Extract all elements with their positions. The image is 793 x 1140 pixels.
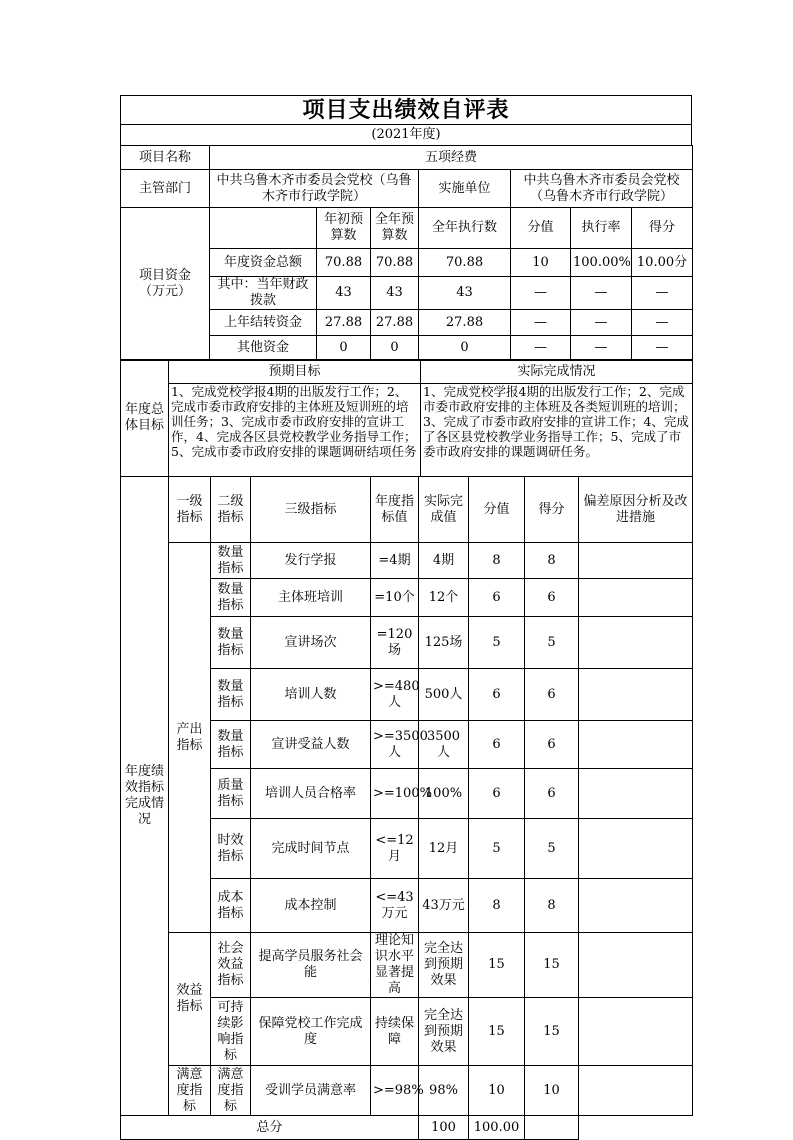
indicator-actual: 43万元 bbox=[419, 879, 469, 933]
indicator-score-max: 15 bbox=[469, 998, 525, 1066]
output-indicator-label: 产出指标 bbox=[169, 543, 211, 933]
indicator-note bbox=[579, 1066, 693, 1116]
indicator-l3: 成本控制 bbox=[251, 879, 371, 933]
funds-cell: 70.88 bbox=[317, 249, 371, 277]
actual-goal-text: 1、完成党校学报4期的出版发行工作；2、完成市委市政府安排的主体班及各类短训班的培训；3、完成了市委市政府安排的宣讲工作；4、完成了各区县党校教学业务指导工作；5、完成了市委市政府安排的课题调研任务。 bbox=[423, 384, 689, 459]
indicator-header: 年度指标值 bbox=[371, 477, 419, 543]
project-name-label: 项目名称 bbox=[121, 146, 210, 170]
funds-header: 得分 bbox=[632, 208, 693, 249]
year-label: (2021年度) bbox=[371, 127, 441, 142]
indicator-note bbox=[579, 721, 693, 769]
indicators-table bbox=[120, 476, 693, 1140]
impl-label: 实施单位 bbox=[419, 170, 511, 208]
indicator-l2: 数量指标 bbox=[211, 543, 251, 579]
total-max: 100 bbox=[419, 1116, 469, 1140]
indicator-l2: 数量指标 bbox=[211, 617, 251, 669]
total-label: 总分 bbox=[121, 1116, 419, 1140]
indicator-l3: 发行学报 bbox=[251, 543, 371, 579]
indicator-score: 8 bbox=[525, 879, 579, 933]
indicator-l2: 数量指标 bbox=[211, 669, 251, 721]
indicator-score: 6 bbox=[525, 579, 579, 617]
funds-row-name: 其中：当年财政拨款 bbox=[210, 277, 317, 310]
indicator-target: >=100% bbox=[371, 769, 419, 819]
funds-cell: — bbox=[571, 310, 632, 336]
funds-header: 分值 bbox=[511, 208, 571, 249]
indicator-score: 6 bbox=[525, 721, 579, 769]
indicator-note bbox=[579, 543, 693, 579]
indicator-score-max: 5 bbox=[469, 819, 525, 879]
indicator-target: 持续保障 bbox=[371, 998, 419, 1066]
funds-row-name: 年度资金总额 bbox=[210, 249, 317, 277]
goals-table bbox=[120, 359, 693, 477]
funds-cell: 70.88 bbox=[419, 249, 511, 277]
funds-cell: 27.88 bbox=[371, 310, 419, 336]
indicator-score-max: 8 bbox=[469, 543, 525, 579]
indicator-actual: 100% bbox=[419, 769, 469, 819]
funds-cell: 100.00% bbox=[571, 249, 632, 277]
indicator-actual: 完全达到预期效果 bbox=[419, 998, 469, 1066]
indicator-actual: 12月 bbox=[419, 819, 469, 879]
impl-value: 中共乌鲁木齐市委员会党校（乌鲁木齐市行政学院） bbox=[511, 170, 693, 208]
indicator-l3: 完成时间节点 bbox=[251, 819, 371, 879]
indicator-actual: 完全达到预期效果 bbox=[419, 933, 469, 998]
indicator-score-max: 6 bbox=[469, 579, 525, 617]
actual-goal-cell bbox=[421, 384, 693, 477]
indicator-score-max: 6 bbox=[469, 769, 525, 819]
indicator-score-max: 15 bbox=[469, 933, 525, 998]
funds-cell: 0 bbox=[317, 336, 371, 361]
frame-mid-line bbox=[120, 124, 692, 125]
indicator-target: <=43万元 bbox=[371, 879, 419, 933]
indicator-header: 得分 bbox=[525, 477, 579, 543]
indicator-l2: 质量指标 bbox=[211, 769, 251, 819]
dept-label: 主管部门 bbox=[121, 170, 210, 208]
indicator-note bbox=[579, 998, 693, 1066]
indicator-l2: 数量指标 bbox=[211, 721, 251, 769]
indicator-l3: 培训人员合格率 bbox=[251, 769, 371, 819]
funds-table bbox=[120, 145, 693, 361]
funds-cell: 10.00分 bbox=[632, 249, 693, 277]
total-row bbox=[121, 1116, 693, 1140]
indicator-score-max: 5 bbox=[469, 617, 525, 669]
indicator-score: 15 bbox=[525, 933, 579, 998]
funds-cell: 43 bbox=[317, 277, 371, 310]
funds-cell: — bbox=[511, 310, 571, 336]
page-title: 项目支出绩效自评表 bbox=[302, 97, 510, 123]
indicator-target: =10个 bbox=[371, 579, 419, 617]
expected-goal-cell bbox=[169, 384, 421, 477]
indicator-header: 实际完成值 bbox=[419, 477, 469, 543]
funds-cell: 27.88 bbox=[317, 310, 371, 336]
indicator-target: <=12月 bbox=[371, 819, 419, 879]
funds-cell: 43 bbox=[419, 277, 511, 310]
indicator-actual: 98% bbox=[419, 1066, 469, 1116]
project-name-value: 五项经费 bbox=[210, 146, 693, 170]
funds-cell: 27.88 bbox=[419, 310, 511, 336]
funds-corner bbox=[210, 208, 317, 249]
satisfaction-indicator-label: 满意度指标 bbox=[169, 1066, 211, 1116]
indicator-actual: 3500人 bbox=[419, 721, 469, 769]
indicator-note bbox=[579, 933, 693, 998]
goals-section-label: 年度总体目标 bbox=[121, 360, 169, 477]
funds-cell: 43 bbox=[371, 277, 419, 310]
indicator-l2: 数量指标 bbox=[211, 579, 251, 617]
indicator-l3: 受训学员满意率 bbox=[251, 1066, 371, 1116]
total-note bbox=[525, 1116, 579, 1140]
indicator-l3: 提高学员服务社会能 bbox=[251, 933, 371, 998]
indicator-score-max: 6 bbox=[469, 721, 525, 769]
indicator-target: 理论知识水平显著提高 bbox=[371, 933, 419, 998]
funds-cell: 0 bbox=[371, 336, 419, 361]
indicator-l3: 培训人数 bbox=[251, 669, 371, 721]
total-score: 100.00 bbox=[469, 1116, 525, 1140]
indicator-note bbox=[579, 879, 693, 933]
indicator-actual: 125场 bbox=[419, 617, 469, 669]
indicator-actual: 500人 bbox=[419, 669, 469, 721]
indicator-target: =120场 bbox=[371, 617, 419, 669]
indicator-note bbox=[579, 617, 693, 669]
indicator-header: 偏差原因分析及改进措施 bbox=[579, 477, 693, 543]
funds-section-label: 项目资金（万元） bbox=[121, 208, 210, 361]
funds-cell: — bbox=[511, 336, 571, 361]
benefit-indicator-label: 效益指标 bbox=[169, 933, 211, 1066]
indicator-l3: 宣讲场次 bbox=[251, 617, 371, 669]
indicator-actual: 12个 bbox=[419, 579, 469, 617]
dept-value: 中共乌鲁木齐市委员会党校（乌鲁木齐市行政学院） bbox=[210, 170, 419, 208]
funds-cell: 0 bbox=[419, 336, 511, 361]
indicator-row bbox=[121, 1066, 693, 1116]
indicator-score-max: 8 bbox=[469, 879, 525, 933]
indicator-score: 6 bbox=[525, 669, 579, 721]
indicator-score: 5 bbox=[525, 819, 579, 879]
funds-cell: — bbox=[632, 336, 693, 361]
funds-row-name: 其他资金 bbox=[210, 336, 317, 361]
indicator-target: >=98% bbox=[371, 1066, 419, 1116]
indicator-note bbox=[579, 769, 693, 819]
indicator-l2: 满意度指标 bbox=[211, 1066, 251, 1116]
expected-goal-header: 预期目标 bbox=[169, 360, 421, 384]
indicator-header: 三级指标 bbox=[251, 477, 371, 543]
indicators-section-label: 年度绩效指标完成情况 bbox=[121, 477, 169, 1116]
indicator-row bbox=[121, 543, 693, 579]
funds-cell: 70.88 bbox=[371, 249, 419, 277]
indicator-l3: 主体班培训 bbox=[251, 579, 371, 617]
funds-header: 执行率 bbox=[571, 208, 632, 249]
funds-cell: 10 bbox=[511, 249, 571, 277]
indicator-score-max: 10 bbox=[469, 1066, 525, 1116]
indicator-note bbox=[579, 669, 693, 721]
funds-cell: — bbox=[571, 336, 632, 361]
indicator-l2: 成本指标 bbox=[211, 879, 251, 933]
funds-cell: — bbox=[511, 277, 571, 310]
indicator-score: 15 bbox=[525, 998, 579, 1066]
funds-row-name: 上年结转资金 bbox=[210, 310, 317, 336]
indicator-header: 分值 bbox=[469, 477, 525, 543]
funds-cell: — bbox=[571, 277, 632, 310]
indicator-l2: 时效指标 bbox=[211, 819, 251, 879]
indicator-score: 6 bbox=[525, 769, 579, 819]
indicator-header: 一级指标 bbox=[169, 477, 211, 543]
indicator-note bbox=[579, 819, 693, 879]
expected-goal-text: 1、完成党校学报4期的出版发行工作；2、完成市委市政府安排的主体班及短训班的培训任务；3、完成市委市政府安排的宣讲工作，4、完成各区县党校教学业务指导工作；5、完成市委市政府安排的课题调研结项任务 bbox=[171, 384, 417, 459]
funds-header: 全年预算数 bbox=[371, 208, 419, 249]
frame-top-line bbox=[120, 95, 692, 96]
funds-cell: — bbox=[632, 277, 693, 310]
frame-right-line bbox=[691, 95, 692, 145]
indicator-l3: 宣讲受益人数 bbox=[251, 721, 371, 769]
funds-cell: — bbox=[632, 310, 693, 336]
indicator-actual: 4期 bbox=[419, 543, 469, 579]
indicator-score-max: 6 bbox=[469, 669, 525, 721]
indicator-note bbox=[579, 579, 693, 617]
indicator-header: 二级指标 bbox=[211, 477, 251, 543]
indicator-l2: 可持续影响指标 bbox=[211, 998, 251, 1066]
indicator-score: 5 bbox=[525, 617, 579, 669]
indicator-target: >=3500人 bbox=[371, 721, 419, 769]
indicator-score: 8 bbox=[525, 543, 579, 579]
indicator-l2: 社会效益指标 bbox=[211, 933, 251, 998]
indicator-target: >=480人 bbox=[371, 669, 419, 721]
frame-left-line bbox=[120, 95, 121, 145]
funds-header: 年初预算数 bbox=[317, 208, 371, 249]
indicator-row bbox=[121, 933, 693, 998]
indicator-target: =4期 bbox=[371, 543, 419, 579]
funds-header: 全年执行数 bbox=[419, 208, 511, 249]
actual-goal-header: 实际完成情况 bbox=[421, 360, 693, 384]
indicator-score: 10 bbox=[525, 1066, 579, 1116]
indicator-l3: 保障党校工作完成度 bbox=[251, 998, 371, 1066]
